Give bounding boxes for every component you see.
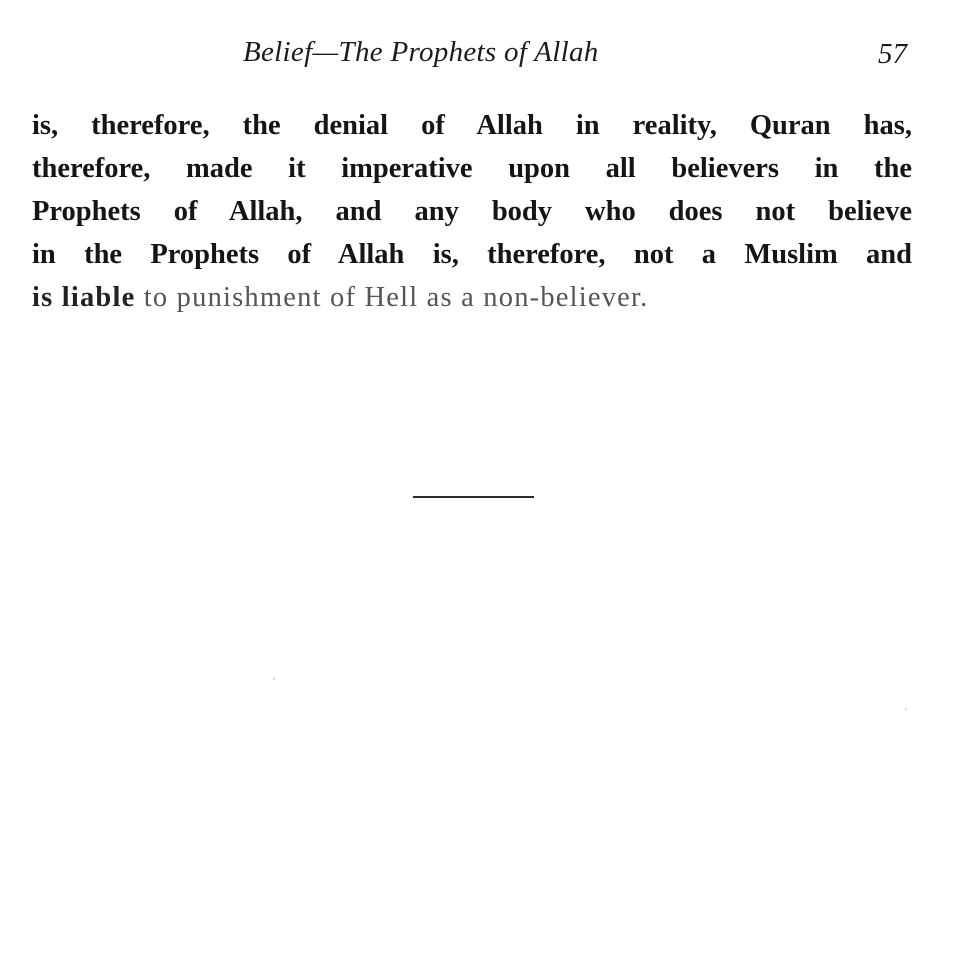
section-end-rule: [413, 496, 534, 498]
paragraph-line: is, therefore, the denial of Allah in reality, Quran has,: [32, 110, 912, 141]
paragraph-line: Prophets of Allah, and any body who does not believe: [32, 196, 912, 227]
body-paragraph: [32, 104, 912, 319]
last-line-start: is liable: [32, 282, 136, 313]
scan-speck: [273, 678, 275, 680]
page-number: 57: [878, 38, 907, 70]
paragraph-line: therefore, made it imperative upon all believers in the: [32, 153, 912, 184]
paragraph-line: in the Prophets of Allah is, therefore, not a Muslim and: [32, 239, 912, 270]
paragraph-last-line: [32, 276, 912, 319]
last-line-rest: to punishment of Hell as a non-believer.: [135, 282, 649, 313]
running-head-title: Belief—The Prophets of Allah: [243, 36, 599, 68]
scan-speck: [905, 708, 907, 710]
